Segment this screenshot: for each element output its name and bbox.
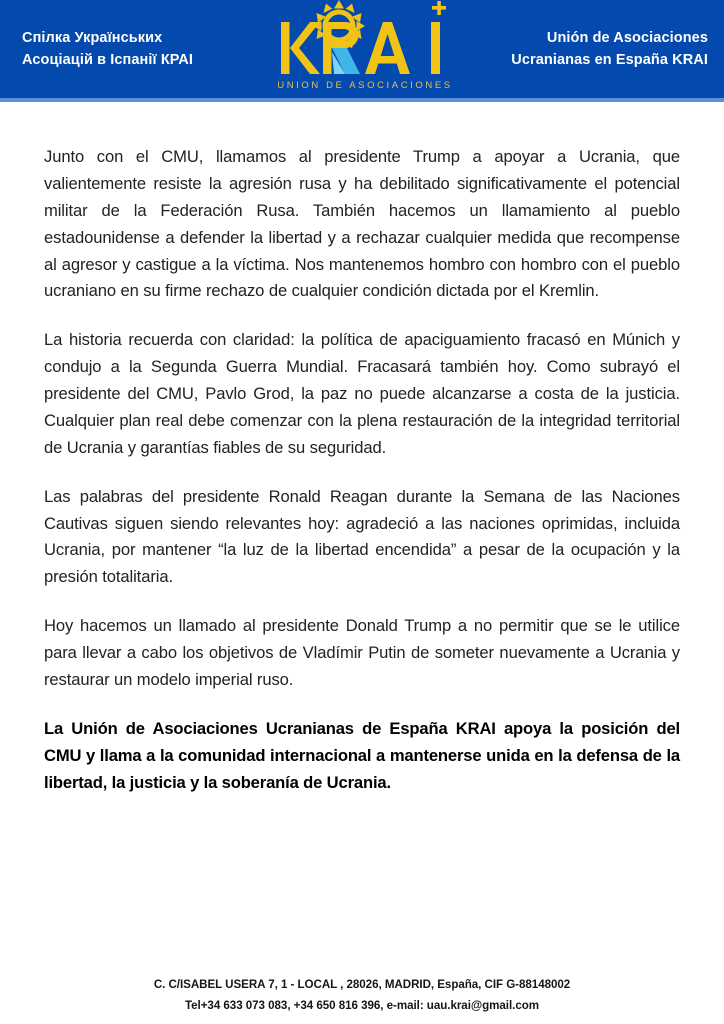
document-body <box>0 102 724 796</box>
krai-logo <box>277 0 453 98</box>
paragraph-5-statement: La Unión de Asociaciones Ucranianas de España KRAI apoya la posición del CMU y llama a la comunidad internacional a mantenerse unida en la defensa de la libertad, la justicia y la soberanía de Ucrania. <box>44 718 680 792</box>
logo-letter-i <box>431 22 440 74</box>
footer-address: C. C/ISABEL USERA 7, 1 - LOCAL , 28026, MADRID, España, CIF G-88148002 <box>153 978 571 992</box>
header-title-spanish-line1: Unión de Asociaciones <box>546 29 708 46</box>
document-header <box>0 0 724 98</box>
logo-letter-k <box>281 22 320 74</box>
header-title-ukrainian-line2: Асоціацій в Іспанії КРАІ <box>22 52 193 68</box>
footer-contact: Tel+34 633 073 083, +34 650 816 396, e-mail: uau.krai@gmail.com <box>184 998 540 1012</box>
document-footer <box>0 975 724 1016</box>
krai-logo-svg <box>265 0 465 98</box>
cross-icon <box>432 1 446 15</box>
paragraph-4: Hoy hacemos un llamado al presidente Donald Trump a no permitir que se le utilice para llevar a cabo los objetivos de Vladímir Putin de someter nuevamente a Ucrania y restaurar un modelo imperial ruso. <box>44 616 680 689</box>
paragraph-1: Junto con el CMU, llamamos al presidente Trump a apoyar a Ucrania, que valientemente resiste la agresión rusa y ha debilitado significativamente el potencial militar de la Federación Rusa. También hacemos un llamamiento al pueblo estadounidense a defender la libertad y a rechazar cualquier medida que recompense al agresor y castigue a la víctima. Nos mantenemos hombro con hombro con el pueblo ucraniano en su firme rechazo de cualquier condición dictada por el Kremlin. <box>44 147 680 301</box>
paragraph-2: La historia recuerda con claridad: la política de apaciguamiento fracasó en Múnich y condujo a la Segunda Guerra Mundial. Fracasará también hoy. Como subrayó el presidente del CMU, Pavlo Grod, la paz no puede alcanzarse a costa de la justicia. Cualquier plan real debe comenzar con la plena restauración de la integridad territorial de Ucrania y garantías fiables de su seguridad. <box>44 330 680 457</box>
header-title-spanish-line2: Ucranianas en España KRAI <box>511 52 708 68</box>
paragraph-3: Las palabras del presidente Ronald Reagan durante la Semana de las Naciones Cautivas siguen siendo relevantes hoy: agradeció a las naciones oprimidas, incluida Ucrania, por mantener “la luz de la libertad encendida” a pesar de la ocupación y la presión totalitaria. <box>44 486 680 587</box>
header-title-ukrainian-line1: Спілка Українських <box>22 29 163 46</box>
header-title-ukrainian <box>0 27 310 72</box>
header-title-spanish <box>420 27 724 72</box>
logo-letter-a <box>365 22 410 74</box>
logo-tagline: UNION DE ASOCIACIONES <box>277 80 453 91</box>
